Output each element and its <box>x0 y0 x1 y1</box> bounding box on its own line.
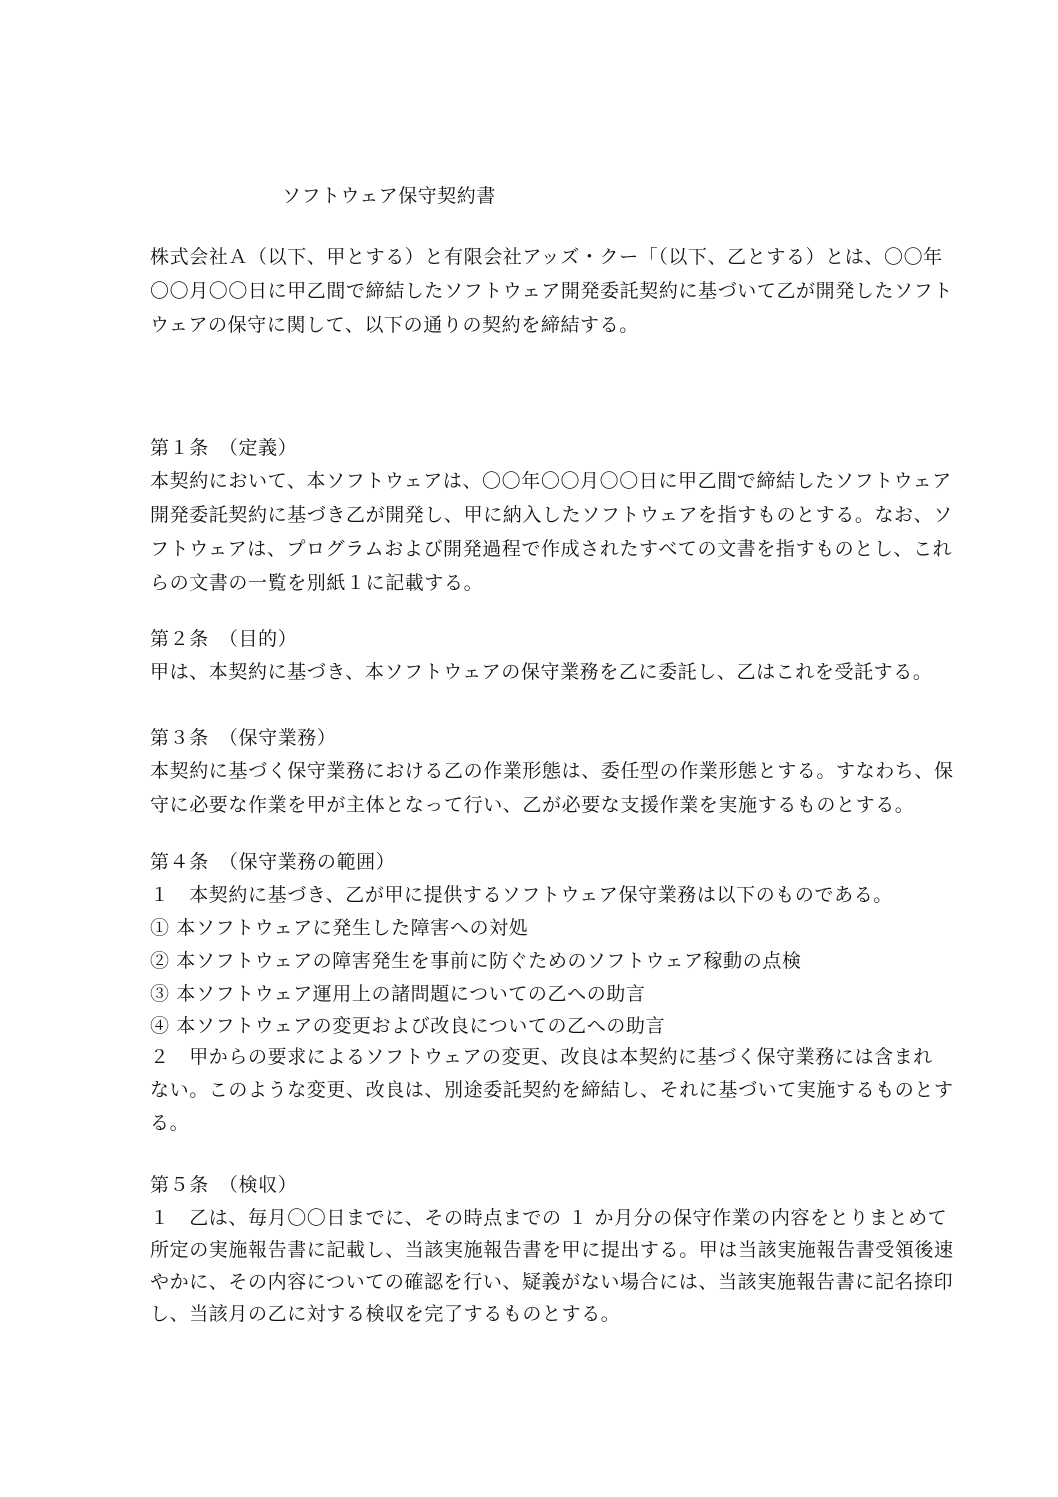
document-title: ソフトウェア保守契約書 <box>282 185 496 207</box>
article-line: フトウェアは、プログラムおよび開発過程で作成されたすべての文書を指すものとし、これ <box>150 538 953 560</box>
preamble-line: 株式会社Ａ（以下、甲とする）と有限会社アッズ・クー「（以下、乙とする）とは、〇〇年 <box>150 246 943 268</box>
article-line: 本契約に基づく保守業務における乙の作業形態は、委任型の作業形態とする。すなわち、保 <box>150 760 954 782</box>
preamble-line: ウェアの保守に関して、以下の通りの契約を締結する。 <box>150 314 639 336</box>
article-heading: 第１条 （定義） <box>150 437 298 459</box>
article-line: 所定の実施報告書に記載し、当該実施報告書を甲に提出する。甲は当該実施報告書受領後速 <box>150 1239 954 1261</box>
article-line: 甲は、本契約に基づき、本ソフトウェアの保守業務を乙に委託し、乙はこれを受託する。 <box>150 661 933 683</box>
article-line: ２ 甲からの要求によるソフトウェアの変更、改良は本契約に基づく保守業務には含まれ <box>150 1046 933 1068</box>
article-line: やかに、その内容についての確認を行い、疑義がない場合には、当該実施報告書に記名捺印 <box>150 1271 954 1293</box>
article-heading: 第２条 （目的） <box>150 628 298 650</box>
article-line: 開発委託契約に基づき乙が開発し、甲に納入したソフトウェアを指すものとする。なお、ソ <box>150 504 953 526</box>
list-item: ④ 本ソフトウェアの変更および改良についての乙への助言 <box>150 1015 666 1037</box>
article-heading: 第５条 （検収） <box>150 1174 298 1196</box>
article-line: 本契約において、本ソフトウェアは、〇〇年〇〇月〇〇日に甲乙間で締結したソフトウェア <box>150 470 952 492</box>
article-line: る。 <box>150 1112 190 1134</box>
list-item: ② 本ソフトウェアの障害発生を事前に防ぐためのソフトウェア稼動の点検 <box>150 950 802 972</box>
list-item: ③ 本ソフトウェア運用上の諸問題についての乙への助言 <box>150 983 646 1005</box>
article-line: らの文書の一覧を別紙１に記載する。 <box>150 572 484 594</box>
article-line: 守に必要な作業を甲が主体となって行い、乙が必要な支援作業を実施するものとする。 <box>150 794 915 816</box>
article-heading: 第４条 （保守業務の範囲） <box>150 851 396 873</box>
article-line: １ 乙は、毎月〇〇日までに、その時点までの １ か月分の保守作業の内容をとりまとめて <box>150 1207 948 1229</box>
list-item: ① 本ソフトウェアに発生した障害への対処 <box>150 917 529 939</box>
preamble-line: 〇〇月〇〇日に甲乙間で締結したソフトウェア開発委託契約に基づいて乙が開発したソフト <box>150 280 953 302</box>
article-line: し、当該月の乙に対する検収を完了するものとする。 <box>150 1303 621 1325</box>
article-line: １ 本契約に基づき、乙が甲に提供するソフトウェア保守業務は以下のものである。 <box>150 884 893 906</box>
article-heading: 第３条 （保守業務） <box>150 727 337 749</box>
article-line: ない。このような変更、改良は、別途委託契約を締結し、それに基づいて実施するものとす <box>150 1079 954 1101</box>
